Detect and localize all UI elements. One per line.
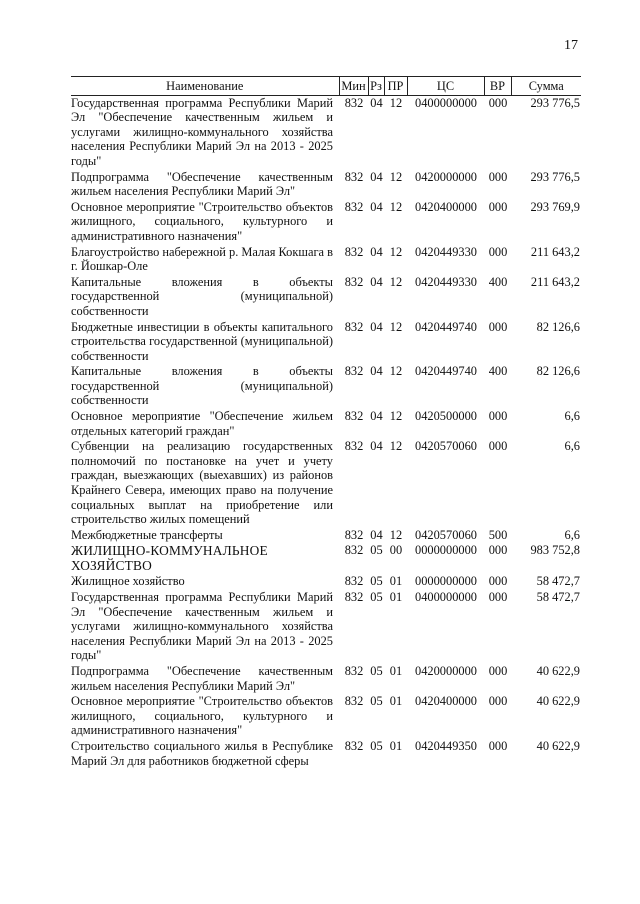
cell-rz: 04 <box>370 274 383 289</box>
cell-min: 832 <box>344 169 364 184</box>
cell-min: 832 <box>344 409 364 424</box>
cell-rz: 05 <box>370 694 383 709</box>
cell-min: 832 <box>344 694 364 709</box>
table-row <box>71 543 581 574</box>
cell-cs: 0420570060 <box>415 439 477 454</box>
cell-rz: 04 <box>370 244 383 259</box>
cell-min: 832 <box>344 590 364 604</box>
table-row <box>71 170 581 200</box>
cell-min: 832 <box>344 244 364 259</box>
table-row <box>71 439 581 528</box>
cell-sum: 6,6 <box>564 439 580 454</box>
cell-name: ЖИЛИЩНО-КОММУНАЛЬНОЕ ХОЗЯЙСТВО <box>71 543 268 574</box>
cell-rz: 05 <box>370 574 383 589</box>
cell-vr: 000 <box>488 574 508 589</box>
cell-cs: 0400000000 <box>415 95 477 110</box>
cell-name: Жилищное хозяйство <box>71 574 185 589</box>
cell-vr: 000 <box>488 199 508 214</box>
header-sum: Сумма <box>511 77 581 96</box>
cell-vr: 000 <box>488 439 508 454</box>
cell-vr: 000 <box>488 169 508 184</box>
cell-rz: 04 <box>370 199 383 214</box>
cell-cs: 0420400000 <box>415 694 477 709</box>
cell-sum: 6,6 <box>564 527 580 542</box>
cell-name: Бюджетные инвестиции в объекты капитального строительства государственной (муниципальной) собственности <box>71 319 333 363</box>
cell-vr: 400 <box>488 274 508 289</box>
cell-cs: 0420000000 <box>415 169 477 184</box>
cell-rz: 04 <box>370 319 383 334</box>
cell-pr: 01 <box>389 738 403 753</box>
cell-vr: 000 <box>488 694 508 709</box>
cell-name: Государственная программа Республики Марий Эл "Обеспечение качественным жильем и услугами жилищно-коммунального хозяйства населения Республики Марий Эл на 2013 - 2025 годы" <box>71 590 333 663</box>
table-row <box>71 245 581 275</box>
cell-sum: 293 776,5 <box>530 95 580 110</box>
table-row <box>71 200 581 245</box>
header-name: Наименование <box>71 77 339 96</box>
table-body <box>71 95 581 769</box>
cell-pr: 12 <box>389 169 403 184</box>
cell-rz: 05 <box>370 590 383 604</box>
cell-vr: 000 <box>488 663 508 678</box>
cell-name: Государственная программа Республики Марий Эл "Обеспечение качественным жильем и услугами жилищно-коммунального хозяйства населения Республики Марий Эл на 2013 - 2025 годы" <box>71 95 333 168</box>
budget-table <box>71 76 581 769</box>
header-vr: ВР <box>484 77 511 96</box>
cell-pr: 12 <box>389 439 403 454</box>
cell-cs: 0420449330 <box>415 244 477 259</box>
cell-vr: 000 <box>488 590 508 604</box>
cell-rz: 04 <box>370 409 383 424</box>
cell-cs: 0420449350 <box>415 738 477 753</box>
cell-vr: 000 <box>488 95 508 110</box>
table-row <box>71 320 581 365</box>
cell-sum: 58 472,7 <box>536 574 580 589</box>
table-header <box>71 77 581 96</box>
cell-pr: 01 <box>389 694 403 709</box>
cell-name: Строительство социального жилья в Республике Марий Эл для работников бюджетной сферы <box>71 738 333 768</box>
cell-name: Межбюджетные трансферты <box>71 527 223 542</box>
cell-name: Подпрограмма "Обеспечение качественным жильем населения Республики Марий Эл" <box>71 663 333 693</box>
table-row <box>71 694 581 739</box>
cell-rz: 04 <box>370 364 383 379</box>
cell-cs: 0420449330 <box>415 274 477 289</box>
table-row <box>71 664 581 694</box>
cell-rz: 05 <box>370 738 383 753</box>
cell-name: Основное мероприятие "Строительство объектов жилищного, социального, культурного и административного назначения" <box>71 199 333 243</box>
cell-sum: 983 752,8 <box>530 543 580 558</box>
cell-pr: 00 <box>389 543 403 558</box>
cell-pr: 01 <box>389 574 403 589</box>
cell-cs: 0420500000 <box>415 409 477 424</box>
cell-cs: 0420400000 <box>415 199 477 214</box>
cell-name: Капитальные вложения в объекты государственной (муниципальной) собственности <box>71 274 333 318</box>
cell-name: Основное мероприятие "Строительство объектов жилищного, социального, культурного и административного назначения" <box>71 694 333 738</box>
cell-pr: 12 <box>389 364 403 379</box>
header-cs: ЦС <box>407 77 484 96</box>
cell-pr: 12 <box>389 319 403 334</box>
cell-sum: 6,6 <box>564 409 580 424</box>
cell-min: 832 <box>344 543 364 558</box>
table-row <box>71 409 581 439</box>
header-min: Мин <box>339 77 368 96</box>
cell-name: Субвенции на реализацию государственных полномочий по постановке на учет и учету граждан, выезжающих (выехавших) из районов Крайнего Севера, имеющих право на получение социальных выплат на приобретение или строительство жилых помещений <box>71 439 333 527</box>
cell-min: 832 <box>344 738 364 753</box>
cell-sum: 293 776,5 <box>530 169 580 184</box>
cell-sum: 40 622,9 <box>536 694 580 709</box>
cell-cs: 0420570060 <box>415 527 477 542</box>
cell-rz: 04 <box>370 95 383 110</box>
cell-rz: 05 <box>370 663 383 678</box>
cell-sum: 211 643,2 <box>530 274 580 289</box>
cell-min: 832 <box>344 527 364 542</box>
cell-pr: 12 <box>389 95 403 110</box>
cell-pr: 12 <box>389 527 403 542</box>
cell-vr: 000 <box>488 543 508 558</box>
table-row <box>71 95 581 169</box>
cell-sum: 211 643,2 <box>530 244 580 259</box>
cell-sum: 40 622,9 <box>536 738 580 753</box>
cell-pr: 12 <box>389 244 403 259</box>
page-number: 17 <box>564 38 578 53</box>
cell-vr: 000 <box>488 738 508 753</box>
table-row <box>71 574 581 590</box>
cell-cs: 0400000000 <box>415 590 477 604</box>
cell-min: 832 <box>344 439 364 454</box>
table-row <box>71 590 581 664</box>
cell-cs: 0420449740 <box>415 319 477 334</box>
cell-min: 832 <box>344 574 364 589</box>
cell-sum: 293 769,9 <box>530 199 580 214</box>
cell-pr: 01 <box>389 663 403 678</box>
cell-vr: 400 <box>488 364 508 379</box>
cell-vr: 500 <box>488 527 508 542</box>
cell-min: 832 <box>344 319 364 334</box>
cell-cs: 0000000000 <box>415 574 477 589</box>
header-rz: Рз <box>368 77 384 96</box>
cell-sum: 58 472,7 <box>536 590 580 604</box>
cell-cs: 0000000000 <box>415 543 477 558</box>
cell-vr: 000 <box>488 244 508 259</box>
cell-rz: 04 <box>370 439 383 454</box>
cell-pr: 12 <box>389 409 403 424</box>
cell-vr: 000 <box>488 409 508 424</box>
cell-sum: 82 126,6 <box>536 319 580 334</box>
cell-name: Капитальные вложения в объекты государственной (муниципальной) собственности <box>71 364 333 408</box>
cell-pr: 12 <box>389 274 403 289</box>
cell-min: 832 <box>344 95 364 110</box>
table-row <box>71 275 581 320</box>
cell-rz: 05 <box>370 543 383 558</box>
cell-sum: 40 622,9 <box>536 663 580 678</box>
table-row <box>71 739 581 769</box>
cell-vr: 000 <box>488 319 508 334</box>
cell-name: Подпрограмма "Обеспечение качественным жильем населения Республики Марий Эл" <box>71 169 333 199</box>
cell-rz: 04 <box>370 527 383 542</box>
table-row <box>71 364 581 409</box>
cell-cs: 0420449740 <box>415 364 477 379</box>
cell-min: 832 <box>344 274 364 289</box>
cell-rz: 04 <box>370 169 383 184</box>
cell-cs: 0420000000 <box>415 663 477 678</box>
cell-min: 832 <box>344 364 364 379</box>
cell-min: 832 <box>344 199 364 214</box>
header-pr: ПР <box>384 77 407 96</box>
cell-pr: 12 <box>389 199 403 214</box>
cell-name: Благоустройство набережной р. Малая Кокшага в г. Йошкар-Оле <box>71 244 333 274</box>
table-row <box>71 528 581 544</box>
cell-min: 832 <box>344 663 364 678</box>
cell-name: Основное мероприятие "Обеспечение жильем отдельных категорий граждан" <box>71 409 333 438</box>
cell-pr: 01 <box>389 590 403 604</box>
cell-sum: 82 126,6 <box>536 364 580 379</box>
